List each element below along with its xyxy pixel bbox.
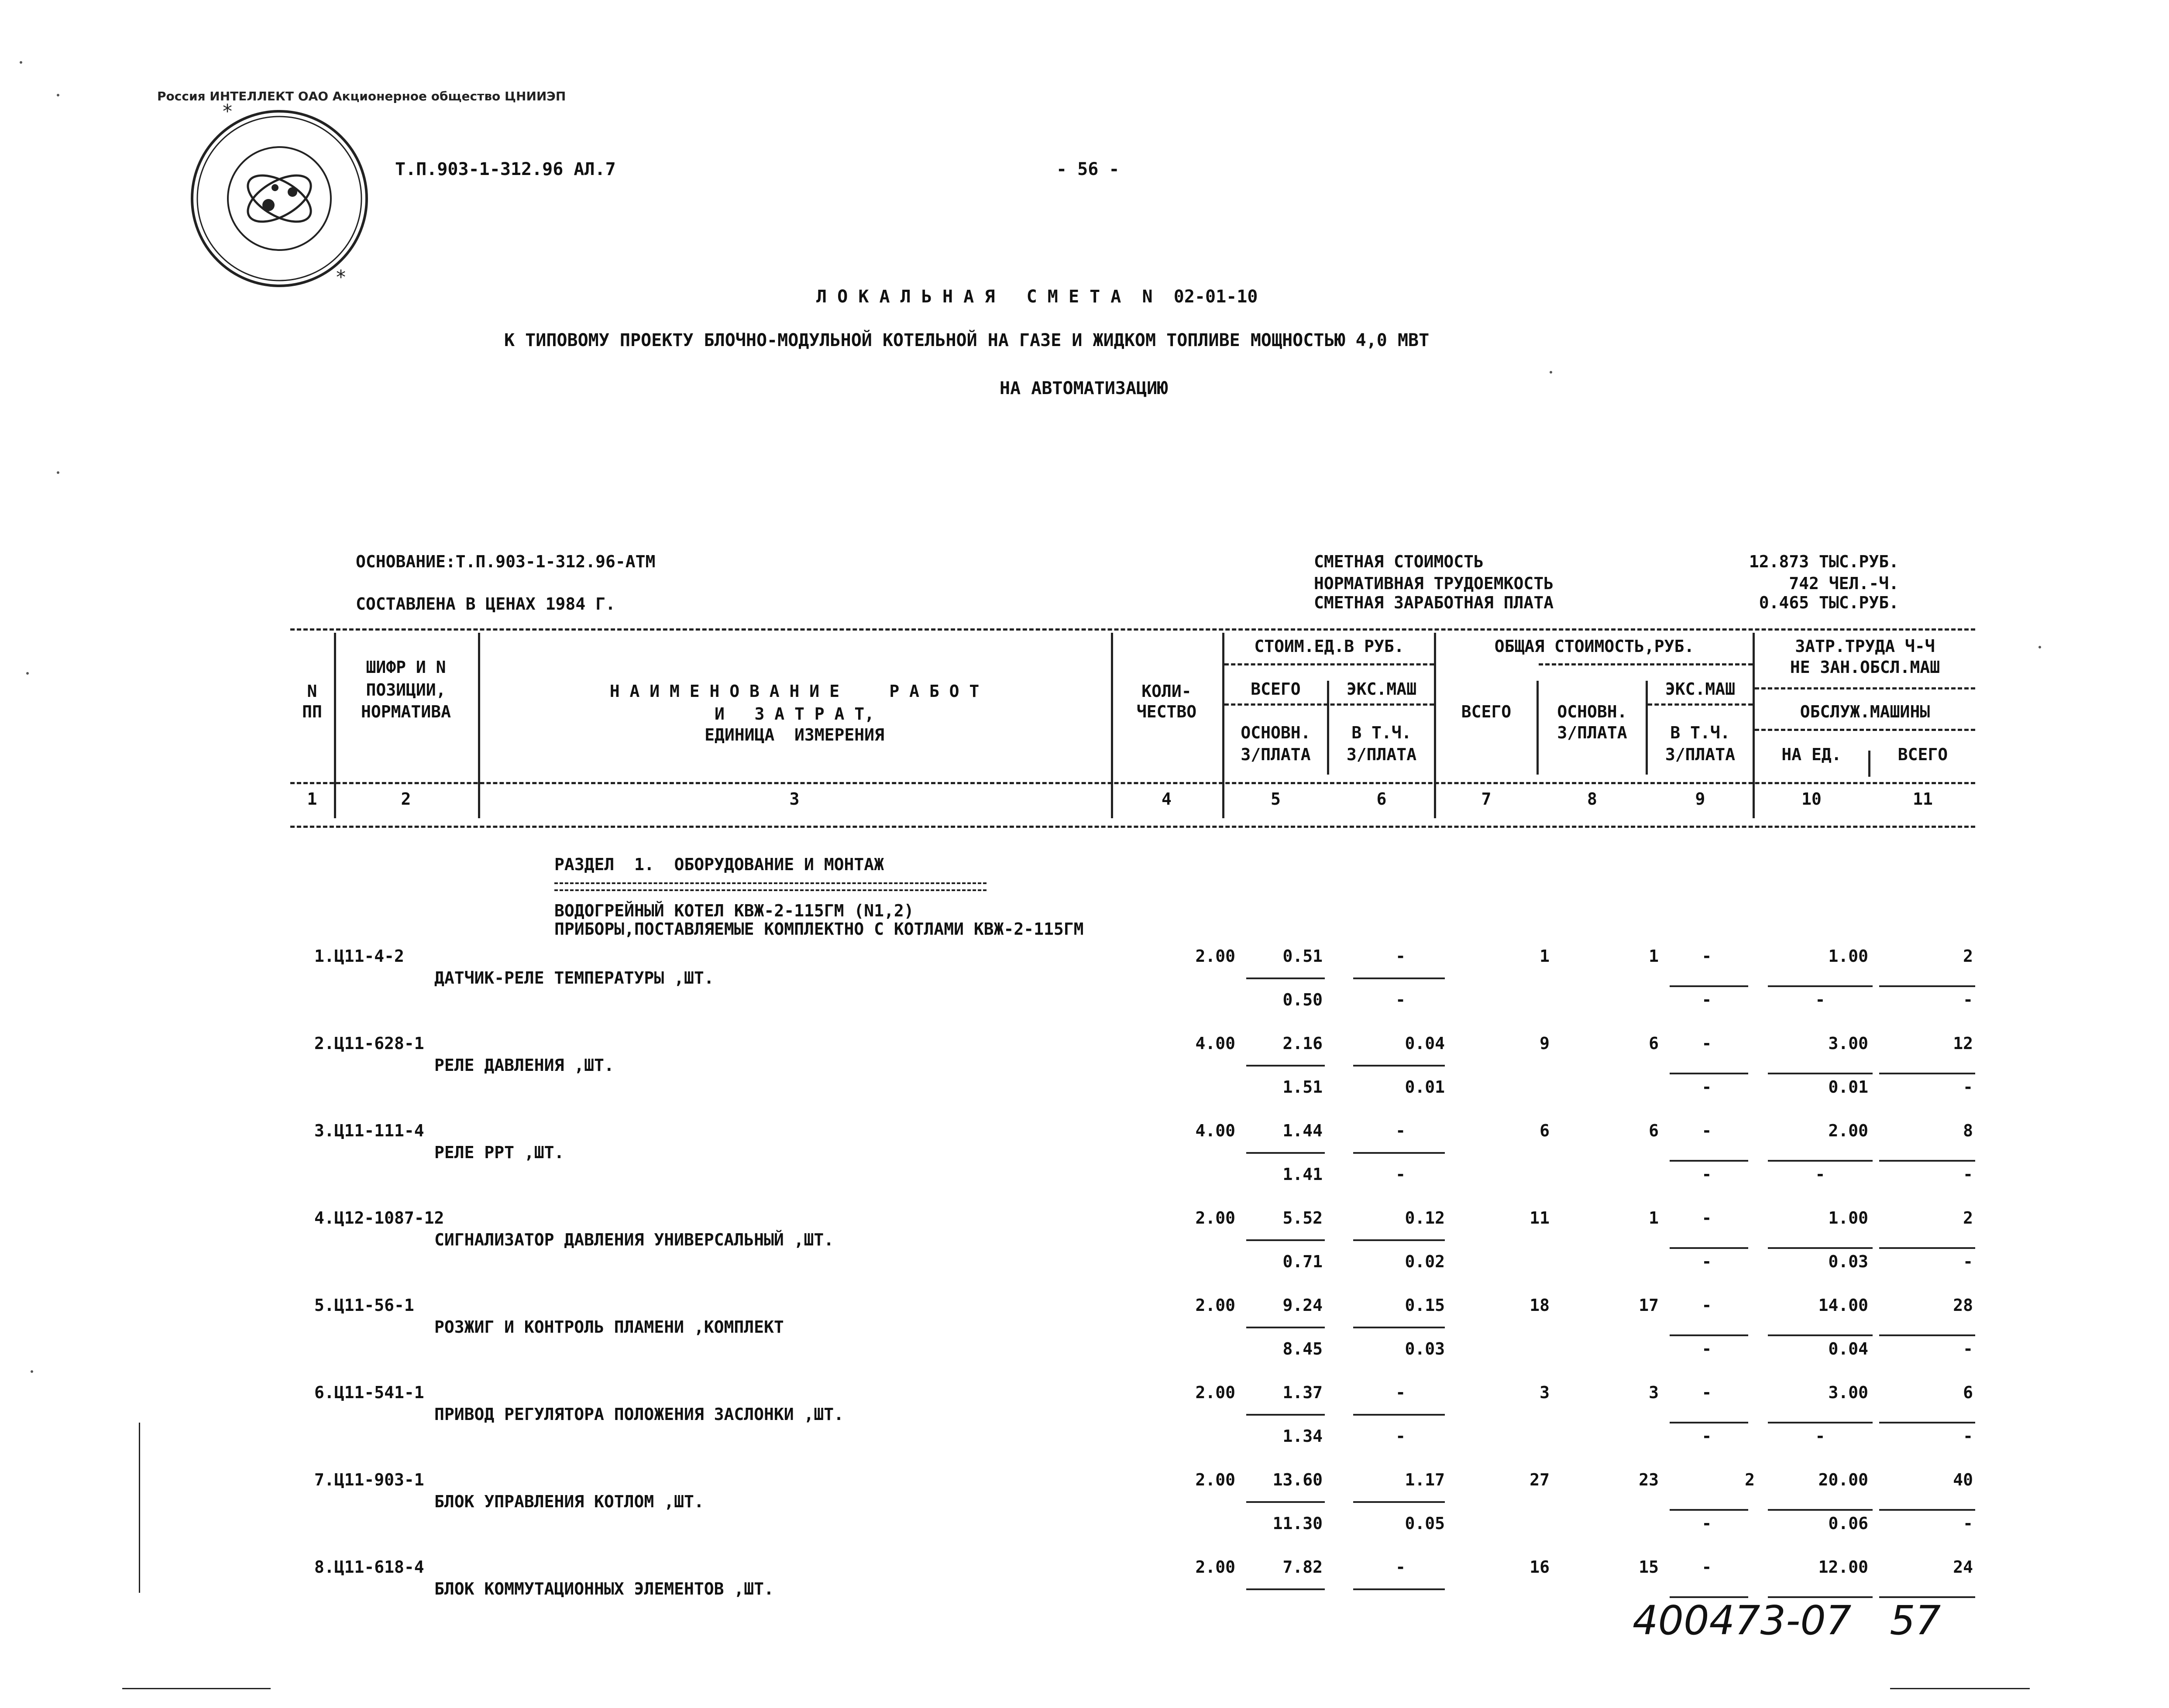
header-col-1-line1: N xyxy=(307,682,317,701)
cell-unit-ekc: - xyxy=(1396,947,1406,966)
cell-unit-vt: - xyxy=(1396,990,1406,1009)
cell-total: 3 xyxy=(1540,1383,1550,1402)
cell-total: 27 xyxy=(1530,1470,1550,1489)
header-col-2-line2: ПОЗИЦИИ, xyxy=(366,680,446,700)
cell-unit-ekc: 0.04 xyxy=(1405,1034,1445,1053)
cell-labor-total-obsl: - xyxy=(1963,1427,1973,1446)
header-unit-osn-line1: ОСНОВН. xyxy=(1241,723,1311,742)
fraction-rule xyxy=(1353,1239,1445,1241)
fraction-rule xyxy=(1670,1334,1748,1336)
scan-edge-mark xyxy=(1890,1688,2030,1689)
header-col-1-line2: ПП xyxy=(302,702,322,721)
row-code: 7.Ц11-903-1 xyxy=(314,1470,424,1489)
cell-labor-total: 2 xyxy=(1963,947,1973,966)
cell-total: 18 xyxy=(1530,1296,1550,1315)
cell-labor-total: 28 xyxy=(1953,1296,1973,1315)
header-subrule xyxy=(1224,703,1434,706)
fraction-rule xyxy=(1768,1247,1873,1249)
cell-labor-total: 24 xyxy=(1953,1557,1973,1577)
row-name: БЛОК УПРАВЛЕНИЯ КОТЛОМ ,ШТ. xyxy=(434,1492,704,1511)
table-numbers-rule xyxy=(290,826,1975,828)
cell-total-osn: 15 xyxy=(1639,1557,1659,1577)
fraction-rule xyxy=(1670,1073,1748,1074)
wage-label: СМЕТНАЯ ЗАРАБОТНАЯ ПЛАТА xyxy=(1314,593,1554,612)
scan-speck xyxy=(57,94,59,96)
scan-speck xyxy=(1550,371,1552,374)
row-quantity: 4.00 xyxy=(1195,1121,1235,1140)
column-number: 9 xyxy=(1695,789,1705,809)
header-total-ekc: ЭКС.МАШ xyxy=(1665,679,1736,699)
fraction-rule xyxy=(1246,977,1325,979)
cell-total-ekc: - xyxy=(1702,1383,1712,1402)
row-name: РОЗЖИГ И КОНТРОЛЬ ПЛАМЕНИ ,КОМПЛЕКТ xyxy=(434,1317,784,1337)
fraction-rule xyxy=(1879,1160,1975,1162)
section-subtitle-1: ВОДОГРЕЙНЫЙ КОТЕЛ КВЖ-2-115ГМ (N1,2) xyxy=(554,901,914,920)
cell-total-vt: - xyxy=(1702,1514,1712,1533)
fraction-rule xyxy=(1768,1334,1873,1336)
row-quantity: 4.00 xyxy=(1195,1034,1235,1053)
row-name: РЕЛЕ ДАВЛЕНИЯ ,ШТ. xyxy=(434,1056,614,1075)
fraction-rule xyxy=(1246,1065,1325,1067)
fraction-rule xyxy=(1879,1422,1975,1423)
cell-labor-total: 40 xyxy=(1953,1470,1973,1489)
header-col-4-line1: КОЛИ- xyxy=(1141,682,1192,701)
labor-intensity-value: 742 ЧЕЛ.-Ч. xyxy=(1789,574,1899,593)
table-top-rule xyxy=(290,628,1975,631)
table-header-rule xyxy=(290,782,1975,784)
fraction-rule xyxy=(1768,1422,1873,1423)
cell-total-vt: - xyxy=(1702,1427,1712,1446)
fraction-rule xyxy=(1246,1588,1325,1590)
cell-labor-total-obsl: - xyxy=(1963,1165,1973,1184)
header-total-vt-line1: В Т.Ч. xyxy=(1670,723,1730,742)
cell-unit-vt: 0.03 xyxy=(1405,1339,1445,1358)
estimate-cost-label: СМЕТНАЯ СТОИМОСТЬ xyxy=(1314,552,1484,571)
fraction-rule xyxy=(1246,1239,1325,1241)
row-name: БЛОК КОММУТАЦИОННЫХ ЭЛЕМЕНТОВ ,ШТ. xyxy=(434,1579,774,1598)
header-total-vt-line2: З/ПЛАТА xyxy=(1665,745,1736,764)
header-labor-obsl: ОБСЛУЖ.МАШИНЫ xyxy=(1800,702,1930,721)
header-labor-total: ВСЕГО xyxy=(1897,745,1948,764)
row-quantity: 2.00 xyxy=(1195,1208,1235,1228)
column-number: 2 xyxy=(401,789,411,809)
fraction-rule xyxy=(1353,1152,1445,1154)
row-quantity: 2.00 xyxy=(1195,1383,1235,1402)
row-name: ДАТЧИК-РЕЛЕ ТЕМПЕРАТУРЫ ,ШТ. xyxy=(434,968,714,988)
cell-unit-total: 5.52 xyxy=(1282,1208,1323,1228)
cell-labor-unit: 3.00 xyxy=(1828,1034,1868,1053)
column-number: 5 xyxy=(1271,789,1281,809)
handwritten-archive-number: 400473-07 57 xyxy=(1633,1597,1941,1644)
header-labor-unit: НА ЕД. xyxy=(1781,745,1842,764)
price-base: СОСТАВЛЕНА В ЦЕНАХ 1984 Г. xyxy=(356,594,615,614)
cell-unit-vt: - xyxy=(1396,1427,1406,1446)
cell-unit-vt: 0.05 xyxy=(1405,1514,1445,1533)
cell-unit-total: 0.51 xyxy=(1282,947,1323,966)
cell-labor-total-obsl: - xyxy=(1963,1252,1973,1271)
cell-unit-total: 7.82 xyxy=(1282,1557,1323,1577)
column-number: 3 xyxy=(789,789,800,809)
cell-total-vt: - xyxy=(1702,1252,1712,1271)
header-total-osn-line1: ОСНОВН. xyxy=(1557,702,1627,721)
cell-unit-total: 13.60 xyxy=(1272,1470,1323,1489)
cell-total-osn: 1 xyxy=(1649,1208,1659,1228)
column-number: 6 xyxy=(1376,789,1387,809)
cell-total-ekc: - xyxy=(1702,1208,1712,1228)
fraction-rule xyxy=(1670,1422,1748,1423)
cell-labor-unit: 1.00 xyxy=(1828,947,1868,966)
cell-unit-osn: 11.30 xyxy=(1272,1514,1323,1533)
fraction-rule xyxy=(1246,1327,1325,1328)
header-unit-ekc: ЭКС.МАШ xyxy=(1346,679,1417,699)
basis-reference: ОСНОВАНИЕ:Т.П.903-1-312.96-АТМ xyxy=(356,552,656,571)
row-name: СИГНАЛИЗАТОР ДАВЛЕНИЯ УНИВЕРСАЛЬНЫЙ ,ШТ. xyxy=(434,1230,834,1249)
fraction-rule xyxy=(1670,1247,1748,1249)
row-code: 6.Ц11-541-1 xyxy=(314,1383,424,1402)
row-quantity: 2.00 xyxy=(1195,1296,1235,1315)
header-total-all: ВСЕГО xyxy=(1461,702,1512,721)
cell-total-osn: 17 xyxy=(1639,1296,1659,1315)
cell-total-vt: - xyxy=(1702,1165,1712,1184)
cell-labor-unit: 14.00 xyxy=(1818,1296,1868,1315)
cell-unit-osn: 8.45 xyxy=(1282,1339,1323,1358)
header-col-3-line2: И З А Т Р А Т, xyxy=(714,704,875,724)
scan-speck xyxy=(26,672,29,675)
cell-unit-ekc: - xyxy=(1396,1383,1406,1402)
cell-unit-total: 1.37 xyxy=(1282,1383,1323,1402)
cell-unit-osn: 1.41 xyxy=(1282,1165,1323,1184)
cell-labor-total-obsl: - xyxy=(1963,1514,1973,1533)
cell-labor-total: 8 xyxy=(1963,1121,1973,1140)
cell-labor-unit: 12.00 xyxy=(1818,1557,1868,1577)
scan-edge-mark xyxy=(122,1688,271,1689)
fraction-rule xyxy=(1246,1501,1325,1503)
cell-labor-unit-obsl: 0.01 xyxy=(1828,1077,1868,1097)
section-subtitle-2: ПРИБОРЫ,ПОСТАВЛЯЕМЫЕ КОМПЛЕКТНО С КОТЛАМИ КВЖ-2-115ГМ xyxy=(554,919,1084,939)
row-code: 5.Ц11-56-1 xyxy=(314,1296,414,1315)
cell-unit-total: 9.24 xyxy=(1282,1296,1323,1315)
row-code: 2.Ц11-628-1 xyxy=(314,1034,424,1053)
scan-speck xyxy=(2038,646,2041,648)
cell-labor-unit: 2.00 xyxy=(1828,1121,1868,1140)
header-unit-cost: СТОИМ.ЕД.В РУБ. xyxy=(1254,637,1404,656)
cell-unit-total: 2.16 xyxy=(1282,1034,1323,1053)
row-quantity: 2.00 xyxy=(1195,947,1235,966)
cell-unit-osn: 1.34 xyxy=(1282,1427,1323,1446)
scan-edge-mark xyxy=(139,1423,140,1593)
header-total-cost: ОБЩАЯ СТОИМОСТЬ,РУБ. xyxy=(1494,637,1695,656)
cell-total-osn: 3 xyxy=(1649,1383,1659,1402)
wage-value: 0.465 ТЫС.РУБ. xyxy=(1759,593,1899,612)
section-underline xyxy=(554,882,987,891)
cell-total-ekc: - xyxy=(1702,1296,1712,1315)
column-number: 1 xyxy=(307,789,317,809)
header-subrule xyxy=(1224,663,1434,665)
fraction-rule xyxy=(1879,1509,1975,1511)
cell-total-ekc: - xyxy=(1702,947,1712,966)
cell-labor-unit-obsl: - xyxy=(1815,990,1825,1009)
column-number: 7 xyxy=(1481,789,1492,809)
fraction-rule xyxy=(1670,1160,1748,1162)
svg-text:*: * xyxy=(336,266,346,288)
fraction-rule xyxy=(1353,1501,1445,1503)
cell-labor-unit-obsl: - xyxy=(1815,1427,1825,1446)
fraction-rule xyxy=(1879,1334,1975,1336)
cell-labor-total-obsl: - xyxy=(1963,1339,1973,1358)
fraction-rule xyxy=(1879,1247,1975,1249)
fraction-rule xyxy=(1768,985,1873,987)
cell-total-vt: - xyxy=(1702,990,1712,1009)
header-col-2-line1: ШИФР И N xyxy=(366,658,446,677)
header-unit-vt-line2: З/ПЛАТА xyxy=(1346,745,1417,764)
cell-total: 6 xyxy=(1540,1121,1550,1140)
cell-total: 1 xyxy=(1540,947,1550,966)
header-subrule xyxy=(1648,703,1753,706)
column-number: 11 xyxy=(1913,789,1933,809)
fraction-rule xyxy=(1353,977,1445,979)
document-subtitle-2: НА АВТОМАТИЗАЦИЮ xyxy=(1000,378,1168,398)
cell-labor-total: 12 xyxy=(1953,1034,1973,1053)
header-col-2-line3: НОРМАТИВА xyxy=(361,702,451,721)
scan-speck xyxy=(20,61,22,64)
cell-labor-total-obsl: - xyxy=(1963,990,1973,1009)
cell-total: 16 xyxy=(1530,1557,1550,1577)
cell-total: 9 xyxy=(1540,1034,1550,1053)
cell-total-ekc: - xyxy=(1702,1034,1712,1053)
fraction-rule xyxy=(1353,1327,1445,1328)
fraction-rule xyxy=(1879,985,1975,987)
scan-speck xyxy=(57,471,59,474)
cell-unit-total: 1.44 xyxy=(1282,1121,1323,1140)
estimate-cost-value: 12.873 ТЫС.РУБ. xyxy=(1749,552,1899,571)
column-number: 4 xyxy=(1162,789,1172,809)
header-unit-osn-line2: З/ПЛАТА xyxy=(1241,745,1311,764)
row-code: 1.Ц11-4-2 xyxy=(314,947,404,966)
cell-labor-unit: 1.00 xyxy=(1828,1208,1868,1228)
cell-labor-unit-obsl: 0.04 xyxy=(1828,1339,1868,1358)
header-labor-line1: ЗАТР.ТРУДА Ч-Ч xyxy=(1795,637,1935,656)
row-code: 8.Ц11-618-4 xyxy=(314,1557,424,1577)
document-title: Л О К А Л Ь Н А Я С М Е Т А N 02-01-10 xyxy=(816,287,1258,307)
cell-unit-ekc: - xyxy=(1396,1121,1406,1140)
row-quantity: 2.00 xyxy=(1195,1557,1235,1577)
cell-unit-osn: 0.71 xyxy=(1282,1252,1323,1271)
cell-unit-vt: - xyxy=(1396,1165,1406,1184)
cell-unit-osn: 1.51 xyxy=(1282,1077,1323,1097)
fraction-rule xyxy=(1768,1160,1873,1162)
header-total-osn-line2: З/ПЛАТА xyxy=(1557,723,1627,742)
cell-labor-total-obsl: - xyxy=(1963,1077,1973,1097)
fraction-rule xyxy=(1353,1065,1445,1067)
cell-total: 11 xyxy=(1530,1208,1550,1228)
fraction-rule xyxy=(1768,1073,1873,1074)
cell-total-ekc: - xyxy=(1702,1121,1712,1140)
fraction-rule xyxy=(1246,1414,1325,1416)
cell-total-osn: 6 xyxy=(1649,1034,1659,1053)
cell-unit-ekc: 0.12 xyxy=(1405,1208,1445,1228)
row-name: ПРИВОД РЕГУЛЯТОРА ПОЛОЖЕНИЯ ЗАСЛОНКИ ,ШТ. xyxy=(434,1405,844,1424)
header-subrule xyxy=(1755,729,1975,731)
cell-labor-unit: 20.00 xyxy=(1818,1470,1868,1489)
fraction-rule xyxy=(1246,1152,1325,1154)
cell-labor-total: 6 xyxy=(1963,1383,1973,1402)
labor-intensity-label: НОРМАТИВНАЯ ТРУДОЕМКОСТЬ xyxy=(1314,574,1554,593)
row-name: РЕЛЕ РРТ ,ШТ. xyxy=(434,1143,564,1162)
fraction-rule xyxy=(1879,1073,1975,1074)
header-unit-total: ВСЕГО xyxy=(1251,679,1301,699)
svg-text:*: * xyxy=(223,100,232,123)
cell-labor-unit-obsl: - xyxy=(1815,1165,1825,1184)
column-number: 8 xyxy=(1587,789,1597,809)
page-number: - 56 - xyxy=(1056,159,1120,179)
cell-total-vt: - xyxy=(1702,1339,1712,1358)
cell-unit-ekc: - xyxy=(1396,1557,1406,1577)
header-col-4-line2: ЧЕСТВО xyxy=(1136,702,1197,721)
cell-unit-vt: 0.01 xyxy=(1405,1077,1445,1097)
cell-unit-ekc: 0.15 xyxy=(1405,1296,1445,1315)
fraction-rule xyxy=(1670,985,1748,987)
fraction-rule xyxy=(1670,1509,1748,1511)
fraction-rule xyxy=(1353,1588,1445,1590)
row-quantity: 2.00 xyxy=(1195,1470,1235,1489)
header-subrule xyxy=(1755,687,1975,689)
cell-unit-ekc: 1.17 xyxy=(1405,1470,1445,1489)
cell-total-osn: 6 xyxy=(1649,1121,1659,1140)
cell-total-ekc: - xyxy=(1702,1557,1712,1577)
cell-labor-unit: 3.00 xyxy=(1828,1383,1868,1402)
document-reference: Т.П.903-1-312.96 АЛ.7 xyxy=(395,159,616,179)
header-col-3-line3: ЕДИНИЦА ИЗМЕРЕНИЯ xyxy=(705,725,884,744)
header-subrule xyxy=(1539,663,1753,665)
section-title: РАЗДЕЛ 1. ОБОРУДОВАНИЕ И МОНТАЖ xyxy=(554,855,884,874)
cell-labor-total: 2 xyxy=(1963,1208,1973,1228)
stamp-text: Россия ИНТЕЛЛЕКТ ОАО Акционерное общество ЦНИИЭП xyxy=(157,89,566,103)
cell-total-vt: - xyxy=(1702,1077,1712,1097)
cell-unit-osn: 0.50 xyxy=(1282,990,1323,1009)
cell-labor-unit-obsl: 0.03 xyxy=(1828,1252,1868,1271)
column-number: 10 xyxy=(1801,789,1822,809)
cell-unit-vt: 0.02 xyxy=(1405,1252,1445,1271)
cell-total-osn: 1 xyxy=(1649,947,1659,966)
header-labor-line2: НЕ ЗАН.ОБСЛ.МАШ xyxy=(1790,658,1940,677)
header-unit-vt-line1: В Т.Ч. xyxy=(1351,723,1412,742)
cell-labor-unit-obsl: 0.06 xyxy=(1828,1514,1868,1533)
fraction-rule xyxy=(1353,1414,1445,1416)
row-code: 3.Ц11-111-4 xyxy=(314,1121,424,1140)
row-code: 4.Ц12-1087-12 xyxy=(314,1208,444,1228)
cell-total-ekc: 2 xyxy=(1745,1470,1755,1489)
document-subtitle: К ТИПОВОМУ ПРОЕКТУ БЛОЧНО-МОДУЛЬНОЙ КОТЕЛЬНОЙ НА ГАЗЕ И ЖИДКОМ ТОПЛИВЕ МОЩНОСТЬЮ 4,0 МВТ xyxy=(504,330,1430,350)
header-col-3-line1: Н А И М Е Н О В А Н И Е Р А Б О Т xyxy=(609,682,980,701)
scan-speck xyxy=(31,1370,33,1373)
cell-total-osn: 23 xyxy=(1639,1470,1659,1489)
fraction-rule xyxy=(1768,1509,1873,1511)
